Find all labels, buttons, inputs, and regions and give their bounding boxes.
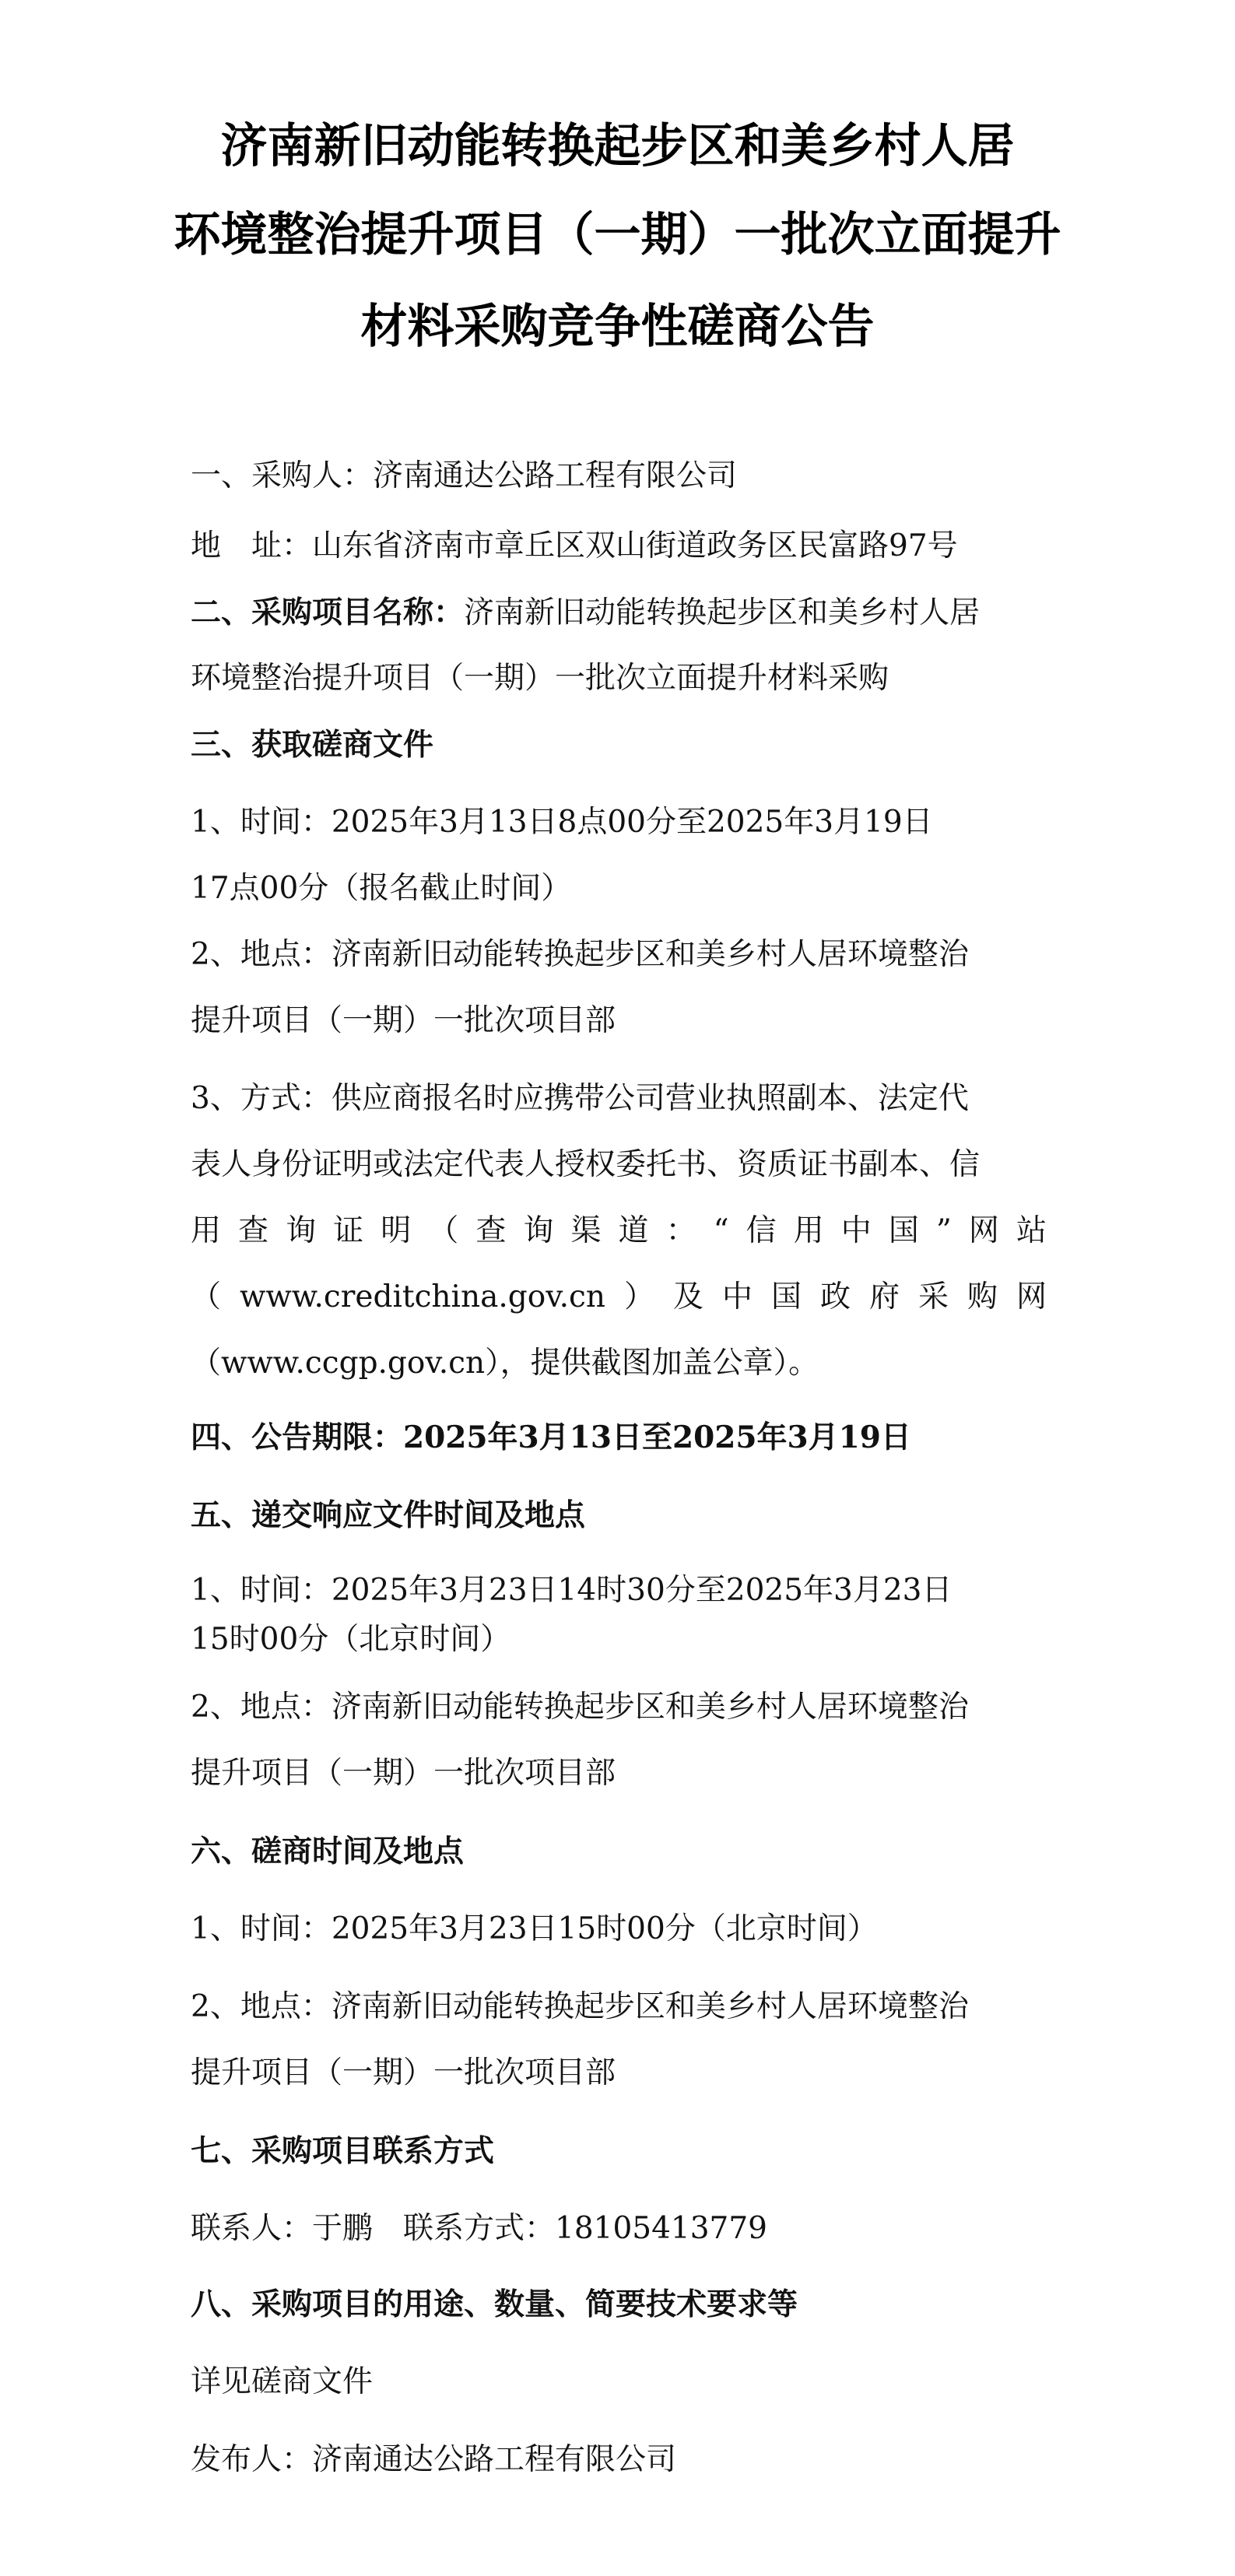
section-6-heading: 六、磋商时间及地点 [191, 1834, 465, 1869]
title-line-3: 材料采购竞争性磋商公告 [360, 300, 875, 354]
section-5-heading: 五、递交响应文件时间及地点 [191, 1497, 586, 1533]
publisher-line: 发布人：济南通达公路工程有限公司 [191, 2442, 677, 2477]
s3-method-line-4: （www.creditchina.gov.cn）及中国政府采购网 [191, 1279, 1047, 1314]
s5-place-line-1: 2、地点：济南新旧动能转换起步区和美乡村人居环境整治 [191, 1690, 969, 1725]
s6-place-line-2: 提升项目（一期）一批次项目部 [191, 2055, 616, 2090]
s5-place-line-2: 提升项目（一期）一批次项目部 [191, 1756, 616, 1791]
s3-time-line-1: 1、时间：2025年3月13日8点00分至2025年3月19日 [191, 805, 933, 840]
address-line: 地 址：山东省济南市章丘区双山街道政务区民富路97号 [191, 528, 958, 563]
section-7-heading: 七、采购项目联系方式 [191, 2133, 495, 2169]
details-line: 详见磋商文件 [191, 2364, 374, 2399]
s3-method-line-2: 表人身份证明或法定代表人授权委托书、资质证书副本、信 [191, 1147, 981, 1182]
project-name-label: 二、采购项目名称： [191, 595, 465, 630]
title-line-1: 济南新旧动能转换起步区和美乡村人居 [220, 119, 1015, 174]
project-name-line-1 [191, 594, 980, 632]
project-name-line-2: 环境整治提升项目（一期）一批次立面提升材料采购 [191, 661, 889, 696]
s6-place-line-1: 2、地点：济南新旧动能转换起步区和美乡村人居环境整治 [191, 1989, 969, 2024]
s3-place-line-2: 提升项目（一期）一批次项目部 [191, 1003, 616, 1038]
title-line-2: 环境整治提升项目（一期）一批次立面提升 [174, 208, 1061, 262]
s5-time-line-2: 15时00分（北京时间） [191, 1622, 511, 1657]
s3-method-line-5: （www.ccgp.gov.cn），提供截图加盖公章）。 [191, 1346, 819, 1381]
purchaser-line: 一、采购人：济南通达公路工程有限公司 [191, 458, 738, 493]
s3-method-line-1: 3、方式：供应商报名时应携带公司营业执照副本、法定代 [191, 1081, 969, 1116]
s6-time-line: 1、时间：2025年3月23日15时00分（北京时间） [191, 1911, 878, 1946]
section-3-heading: 三、获取磋商文件 [191, 727, 434, 763]
section-4-heading: 四、公告期限：2025年3月13日至2025年3月19日 [191, 1420, 911, 1455]
s3-time-line-2: 17点00分（报名截止时间） [191, 871, 572, 906]
s3-method-line-3: 用查询证明（查询渠道：“信用中国”网站 [191, 1213, 1047, 1248]
s3-place-line-1: 2、地点：济南新旧动能转换起步区和美乡村人居环境整治 [191, 937, 969, 972]
section-8-heading: 八、采购项目的用途、数量、简要技术要求等 [191, 2286, 798, 2322]
project-name-value: 济南新旧动能转换起步区和美乡村人居 [464, 595, 981, 630]
s5-time-line-1: 1、时间：2025年3月23日14时30分至2025年3月23日 [191, 1573, 953, 1608]
contact-line: 联系人：于鹏 联系方式：18105413779 [191, 2211, 767, 2246]
